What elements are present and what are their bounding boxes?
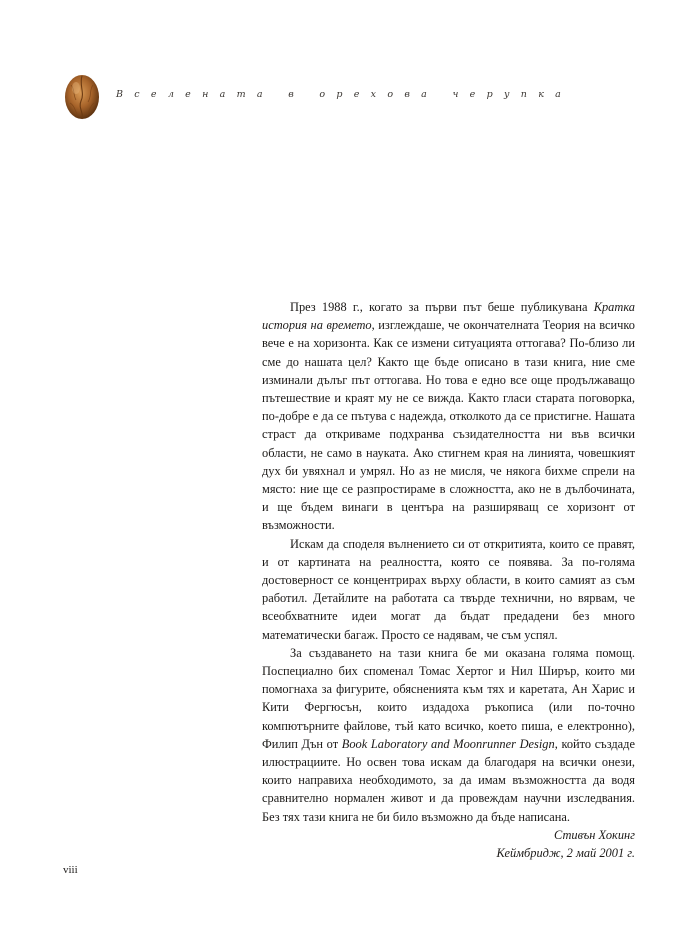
foreword-text [262,298,635,862]
paragraph-3 [262,644,635,826]
page-header [62,70,102,122]
paragraph-3-text-a: За създаването на тази книга бе ми оказана голяма помощ. Поспециално бих споменал Томас Хертог и Нил Ширър, които ми помогнаха за фигурите, обясненията към тях и каретата, Ан Харис и Кити Фергюсън, които издадоха ръкописа (или по-точно компютърните файлове, тъй като всичко, което пиша, е електронно), Филип Дън от [262,645,635,751]
book-title: Кратка история на времето [262,300,635,333]
signature-place-date: Кеймбридж, 2 май 2001 г. [496,846,635,861]
studio-name: Book Laboratory and Moonrunner Design [341,736,555,751]
signature-name: Стивън Хокинг [554,827,635,842]
paragraph-1-text-b: , изглеждаше, че окончателната Теория на всичко вече е на хоризонта. Как се измени ситуацията оттогава? По-близо ли сме до нашата цел? Както ще бъде описано в тази книга, ние сме изминали дълъг път оттогава. Но това е едно все още продължаващо пътешествие и краят му не се вижда. Както гласи старата поговорка, по-добре е да се пътува с надежда, отколкото да се пристигне. Нашата страст да откриваме подхранва съзидателността ни във всички области, не само в науката. Ако стигнем края на линията, човешкият дух би увяхнал и умрял. Но аз не мисля, че някога бихме спрели на място: ние ще се разпростираме в сложността, ако не в дълбочината, и ще бъдем винаги в центъра на разширяващ се хоризонт от възможности. [262,318,635,533]
paragraph-2: Искам да споделя вълнението си от откритията, които се правят, и от картината на реалността, която се появява. За по-голяма достоверност се концентрирах върху области, в които самият аз съм работил. Детайлите на работата са твърде технични, но вярвам, че всеобхватните идеи могат да бъдат предадени без много математически багаж. Просто се надявам, че съм успял. [262,536,635,642]
page-number: viii [63,864,78,876]
paragraph-1 [262,298,635,535]
walnut-icon [62,71,102,121]
paragraph-1-text-a: През 1988 г., когато за първи път беше публикувана [290,300,594,314]
paragraph-3-text-b: , който създаде илюстрациите. Но освен това искам да благодаря на всички онези, които направиха необходимото, за да имам възможността да водя сравнително нормален живот и да провеждам научни изследвания. Без тях тази книга не би било възможно да бъде написана. [262,736,635,824]
running-title: Вселената в орехова черупка [116,89,573,100]
